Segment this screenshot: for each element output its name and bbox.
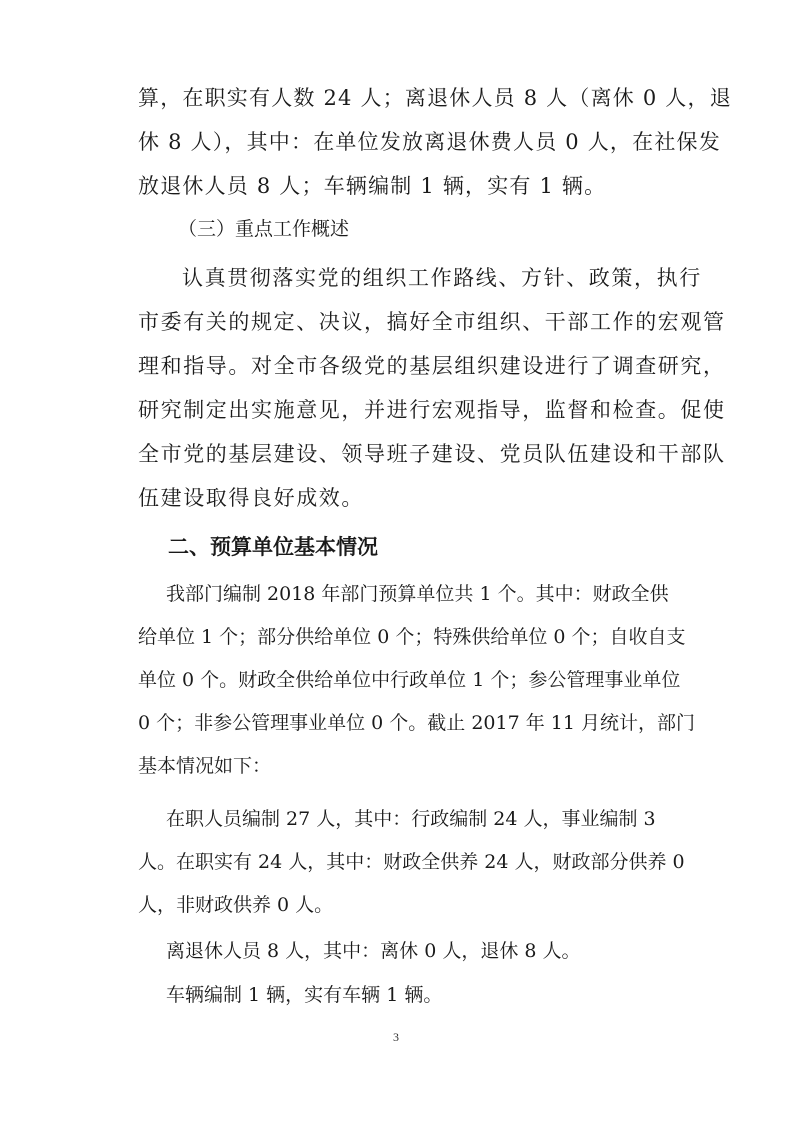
paragraph-line: 放退休人员 8 人；车辆编制 1 辆，实有 1 辆。 (138, 174, 607, 198)
paragraph-line: 市委有关的规定、决议，搞好全市组织、干部工作的宏观管 (138, 310, 726, 334)
paragraph-line: 我部门编制 2018 年部门预算单位共 1 个。其中：财政全供 (166, 583, 669, 605)
paragraph-line: 人。在职实有 24 人，其中：财政全供养 24 人，财政部分供养 0 (138, 851, 685, 873)
paragraph-line: 理和指导。对全市各级党的基层组织建设进行了调查研究， (138, 354, 726, 378)
paragraph-line: 休 8 人），其中：在单位发放离退休费人员 0 人，在社保发 (138, 130, 721, 154)
paragraph-line: 给单位 1 个；部分供给单位 0 个；特殊供给单位 0 个；自收自支 (138, 626, 686, 648)
subheading: （三）重点工作概述 (178, 218, 350, 240)
paragraph-line: 研究制定出实施意见，并进行宏观指导，监督和检查。促使 (138, 398, 726, 422)
section-heading: 二、预算单位基本情况 (168, 534, 378, 559)
paragraph-line: 在职人员编制 27 人，其中：行政编制 24 人，事业编制 3 (166, 808, 656, 830)
paragraph-line: 单位 0 个。财政全供给单位中行政单位 1 个；参公管理事业单位 (138, 669, 681, 691)
paragraph-line: 全市党的基层建设、领导班子建设、党员队伍建设和干部队 (138, 442, 726, 466)
paragraph-line: 人，非财政供养 0 人。 (138, 894, 334, 916)
page-number: 3 (393, 1030, 399, 1044)
paragraph-line: 0 个；非参公管理事业单位 0 个。截止 2017 年 11 月统计，部门 (138, 712, 695, 734)
paragraph-line: 算，在职实有人数 24 人；离退休人员 8 人（离休 0 人，退 (138, 86, 732, 110)
paragraph-line: 车辆编制 1 辆，实有车辆 1 辆。 (166, 984, 443, 1006)
paragraph-line: 基本情况如下： (138, 755, 272, 777)
paragraph-line: 认真贯彻落实党的组织工作路线、方针、政策，执行 (182, 266, 702, 290)
paragraph-line: 伍建设取得良好成效。 (138, 486, 364, 510)
paragraph-line: 离退休人员 8 人，其中：离休 0 人，退休 8 人。 (166, 940, 581, 962)
